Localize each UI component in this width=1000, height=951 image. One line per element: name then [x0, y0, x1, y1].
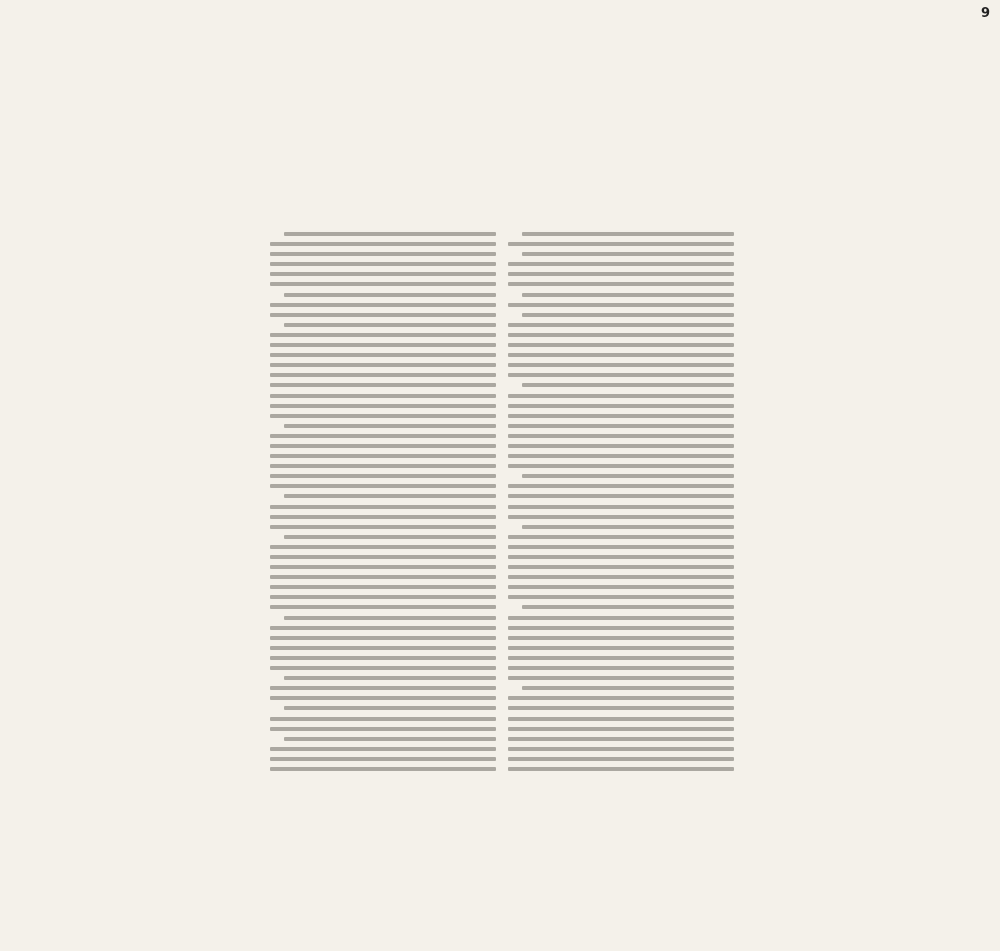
text-line	[508, 545, 734, 549]
text-line	[508, 555, 734, 559]
text-line	[508, 575, 734, 579]
text-line	[284, 737, 496, 741]
text-line	[284, 616, 496, 620]
text-line	[284, 323, 496, 327]
text-line	[270, 696, 496, 700]
text-line	[508, 282, 734, 286]
text-line	[284, 535, 496, 539]
text-line	[508, 323, 734, 327]
text-line	[284, 232, 496, 236]
text-line	[270, 474, 496, 478]
text-line	[270, 545, 496, 549]
text-line	[508, 494, 734, 498]
text-line	[270, 464, 496, 468]
text-line	[270, 383, 496, 387]
text-line	[508, 595, 734, 599]
text-line	[284, 676, 496, 680]
text-line	[508, 424, 734, 428]
text-line	[522, 605, 734, 609]
text-line	[270, 636, 496, 640]
text-line	[270, 343, 496, 347]
text-line	[270, 303, 496, 307]
text-line	[508, 454, 734, 458]
text-line	[508, 343, 734, 347]
text-line	[270, 272, 496, 276]
text-line	[270, 444, 496, 448]
text-line	[508, 565, 734, 569]
text-line	[508, 363, 734, 367]
text-line	[522, 232, 734, 236]
text-line	[522, 293, 734, 297]
right-text-column	[508, 232, 734, 777]
text-line	[508, 414, 734, 418]
text-line	[508, 676, 734, 680]
text-line	[270, 656, 496, 660]
text-line	[270, 282, 496, 286]
text-line	[508, 666, 734, 670]
text-line	[508, 515, 734, 519]
text-line	[270, 575, 496, 579]
text-line	[270, 515, 496, 519]
text-line	[508, 353, 734, 357]
text-line	[508, 626, 734, 630]
text-line	[270, 686, 496, 690]
text-line	[270, 585, 496, 589]
text-line	[270, 555, 496, 559]
text-line	[270, 666, 496, 670]
text-line	[270, 727, 496, 731]
text-line	[270, 565, 496, 569]
text-line	[270, 252, 496, 256]
text-line	[522, 474, 734, 478]
text-line	[508, 757, 734, 761]
text-line	[508, 706, 734, 710]
text-line	[270, 353, 496, 357]
text-line	[508, 585, 734, 589]
text-line	[270, 394, 496, 398]
text-line	[522, 686, 734, 690]
text-line	[270, 242, 496, 246]
text-line	[522, 252, 734, 256]
text-line	[284, 424, 496, 428]
text-line	[270, 454, 496, 458]
text-line	[522, 313, 734, 317]
text-line	[270, 605, 496, 609]
text-line	[270, 525, 496, 529]
left-text-column	[270, 232, 496, 777]
text-line	[508, 646, 734, 650]
text-line	[284, 293, 496, 297]
text-line	[270, 434, 496, 438]
text-line	[508, 656, 734, 660]
text-line	[508, 333, 734, 337]
text-line	[508, 505, 734, 509]
text-line	[284, 494, 496, 498]
text-line	[270, 313, 496, 317]
text-line	[270, 373, 496, 377]
text-line	[508, 303, 734, 307]
text-line	[508, 747, 734, 751]
text-line	[508, 535, 734, 539]
text-line	[508, 767, 734, 771]
text-line	[508, 444, 734, 448]
text-line	[508, 737, 734, 741]
text-line	[508, 616, 734, 620]
text-line	[522, 383, 734, 387]
text-line	[270, 363, 496, 367]
text-line	[270, 767, 496, 771]
text-line	[508, 464, 734, 468]
text-line	[508, 484, 734, 488]
text-line	[284, 706, 496, 710]
text-line	[270, 414, 496, 418]
text-line	[270, 262, 496, 266]
text-line	[270, 757, 496, 761]
text-line	[270, 626, 496, 630]
text-line	[508, 394, 734, 398]
text-line	[508, 434, 734, 438]
text-line	[508, 727, 734, 731]
text-line	[270, 333, 496, 337]
text-line	[270, 646, 496, 650]
text-line	[270, 717, 496, 721]
text-line	[508, 272, 734, 276]
text-line	[270, 747, 496, 751]
text-line	[508, 242, 734, 246]
text-line	[270, 484, 496, 488]
text-line	[270, 404, 496, 408]
text-line	[270, 505, 496, 509]
text-line	[508, 262, 734, 266]
text-line	[508, 717, 734, 721]
text-line	[522, 525, 734, 529]
text-line	[508, 373, 734, 377]
text-line	[508, 404, 734, 408]
text-line	[270, 595, 496, 599]
text-line	[508, 696, 734, 700]
page-number: 9	[980, 6, 990, 21]
text-line	[508, 636, 734, 640]
